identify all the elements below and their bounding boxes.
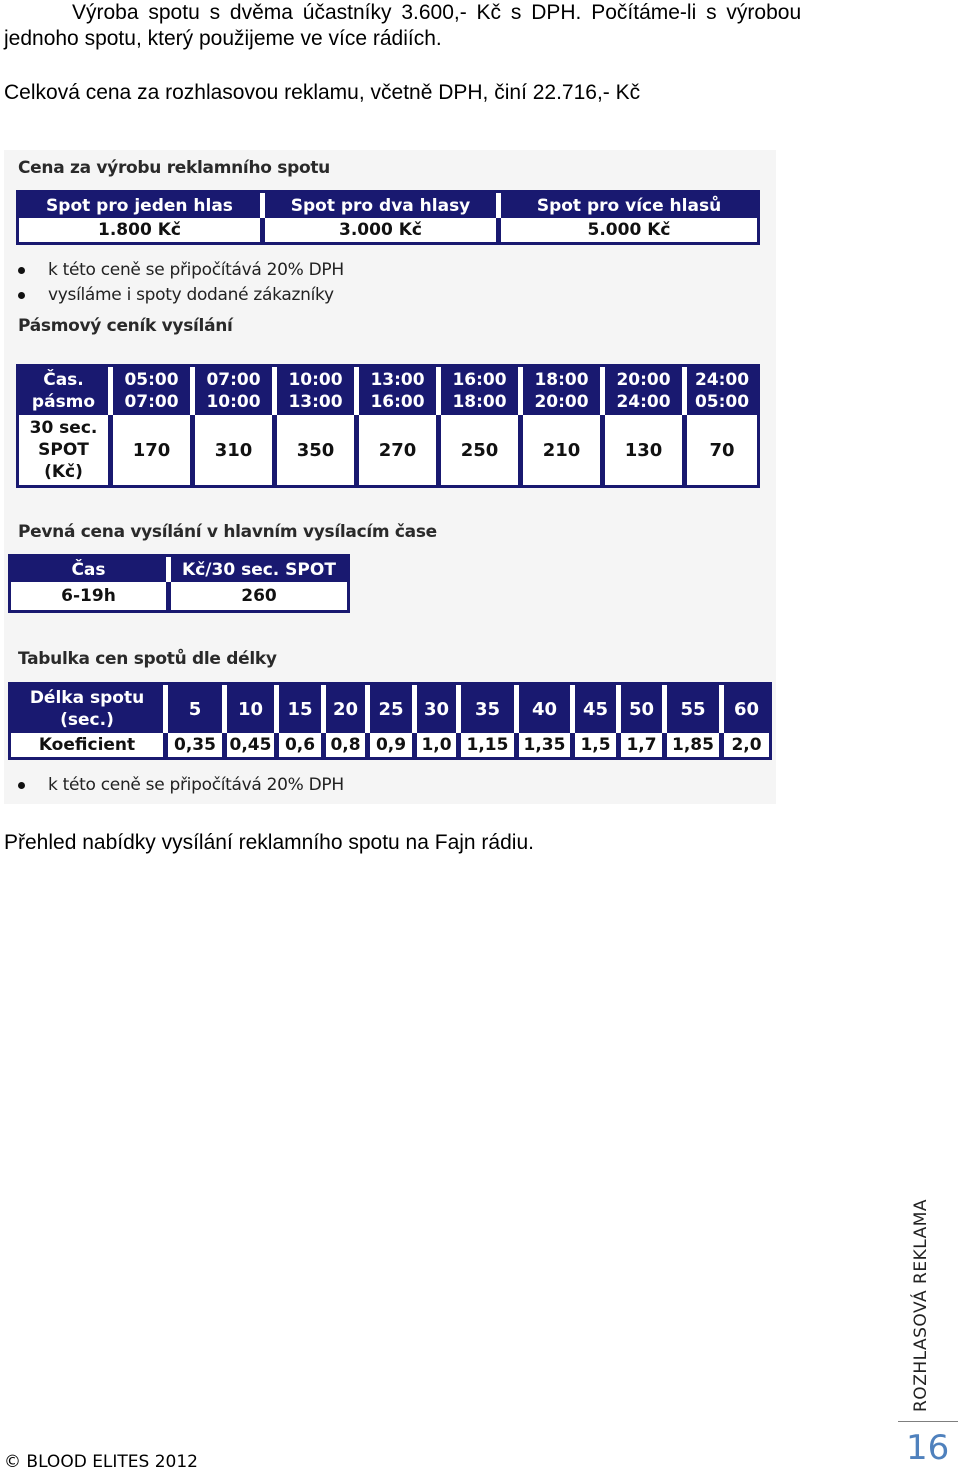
fixed-price-title: Pevná cena vysílání v hlavním vysílacím čase: [18, 522, 437, 542]
bullet-icon: [18, 267, 25, 274]
bullet-icon: [18, 782, 25, 789]
fixed-header-cell: Kč/30 sec. SPOT: [171, 557, 347, 582]
length-header-cell: 20: [326, 685, 370, 733]
length-header-cell: 25: [370, 685, 417, 733]
coefficient-cell: 1,85: [667, 733, 724, 757]
production-price-cell: 5.000 Kč: [501, 218, 757, 242]
coefficient-cell: 0,6: [279, 733, 326, 757]
coefficient-cell: 0,9: [370, 733, 417, 757]
coefficient-cell: 1,5: [575, 733, 621, 757]
length-header-cell: 55: [667, 685, 724, 733]
length-header-label: Délka spotu (sec.): [11, 685, 168, 733]
zone-time-header: 10:00 13:00: [277, 367, 359, 415]
zone-price-cell: 70: [687, 415, 757, 485]
coefficient-cell: 0,35: [168, 733, 227, 757]
zone-price-cell: 130: [605, 415, 687, 485]
production-price-cell: 1.800 Kč: [19, 218, 265, 242]
zone-time-header: 05:00 07:00: [113, 367, 195, 415]
zone-time-header: 24:00 05:00: [687, 367, 757, 415]
fixed-value-cell: 6-19h: [11, 582, 171, 610]
copyright-text: BLOOD ELITES 2012: [26, 1452, 198, 1472]
length-header-cell: 40: [519, 685, 575, 733]
production-title: Cena za výrobu reklamního spotu: [18, 158, 330, 178]
figure-caption: Přehled nabídky vysílání reklamního spotu na Fajn rádiu.: [4, 831, 534, 854]
fixed-value-cell: 260: [171, 582, 347, 610]
length-header-cell: 45: [575, 685, 621, 733]
zones-title: Pásmový ceník vysílání: [18, 316, 233, 336]
note-text: k této ceně se připočítává 20% DPH: [48, 775, 344, 795]
length-header-cell: 50: [621, 685, 667, 733]
zone-price-cell: 250: [441, 415, 523, 485]
bullet-icon: [18, 292, 25, 299]
coefficient-cell: 1,0: [417, 733, 461, 757]
coefficient-cell: 0,8: [326, 733, 370, 757]
zone-price-cell: 270: [359, 415, 441, 485]
copyright-icon: ©: [4, 1452, 21, 1472]
zone-price-cell: 170: [113, 415, 195, 485]
length-header-cell: 5: [168, 685, 227, 733]
production-price-table: [16, 190, 760, 245]
production-header-cell: Spot pro dva hlasy: [265, 193, 501, 218]
zone-time-header: 16:00 18:00: [441, 367, 523, 415]
production-header-cell: Spot pro více hlasů: [501, 193, 757, 218]
note-text: k této ceně se připočítává 20% DPH: [48, 260, 344, 280]
zone-time-header: 13:00 16:00: [359, 367, 441, 415]
page-number: 16: [906, 1428, 950, 1468]
fixed-header-cell: Čas: [11, 557, 171, 582]
zone-price-table: [16, 364, 760, 488]
coefficient-cell: 1,15: [461, 733, 519, 757]
zone-price-cell: 350: [277, 415, 359, 485]
zone-price-cell: 210: [523, 415, 605, 485]
coefficient-cell: 1,7: [621, 733, 667, 757]
coefficient-cell: 1,35: [519, 733, 575, 757]
zone-time-header: 07:00 10:00: [195, 367, 277, 415]
paragraph-line-2: jednoho spotu, který použijeme ve více rádiích.: [4, 27, 442, 50]
length-header-cell: 15: [279, 685, 326, 733]
note-text: vysíláme i spoty dodané zákazníky: [48, 285, 334, 305]
coefficient-cell: 0,45: [227, 733, 279, 757]
paragraph-line-1: Výroba spotu s dvěma účastníky 3.600,- Kč s DPH. Počítáme-li s výrobou: [72, 1, 802, 24]
length-table-title: Tabulka cen spotů dle délky: [18, 649, 277, 669]
zone-time-header: 18:00 20:00: [523, 367, 605, 415]
page-number-rule: [898, 1421, 958, 1422]
zone-row-label: 30 sec. SPOT (Kč): [19, 415, 113, 485]
length-coefficient-table: [8, 682, 772, 760]
length-header-cell: 10: [227, 685, 279, 733]
length-header-cell: 30: [417, 685, 461, 733]
fixed-price-table: [8, 554, 350, 613]
zone-time-header: 20:00 24:00: [605, 367, 687, 415]
zone-corner-header: Čas. pásmo: [19, 367, 113, 415]
production-header-cell: Spot pro jeden hlas: [19, 193, 265, 218]
length-header-cell: 60: [724, 685, 769, 733]
coefficient-cell: 2,0: [724, 733, 769, 757]
copyright-footer: [4, 1452, 198, 1472]
total-price-paragraph: Celková cena za rozhlasovou reklamu, včetně DPH, činí 22.716,- Kč: [4, 81, 641, 104]
chapter-side-label: ROZHLASOVÁ REKLAMA: [911, 1198, 931, 1412]
price-list-figure: [4, 150, 776, 804]
production-price-cell: 3.000 Kč: [265, 218, 501, 242]
zone-price-cell: 310: [195, 415, 277, 485]
coefficient-row-label: Koeficient: [11, 733, 168, 757]
length-header-cell: 35: [461, 685, 519, 733]
